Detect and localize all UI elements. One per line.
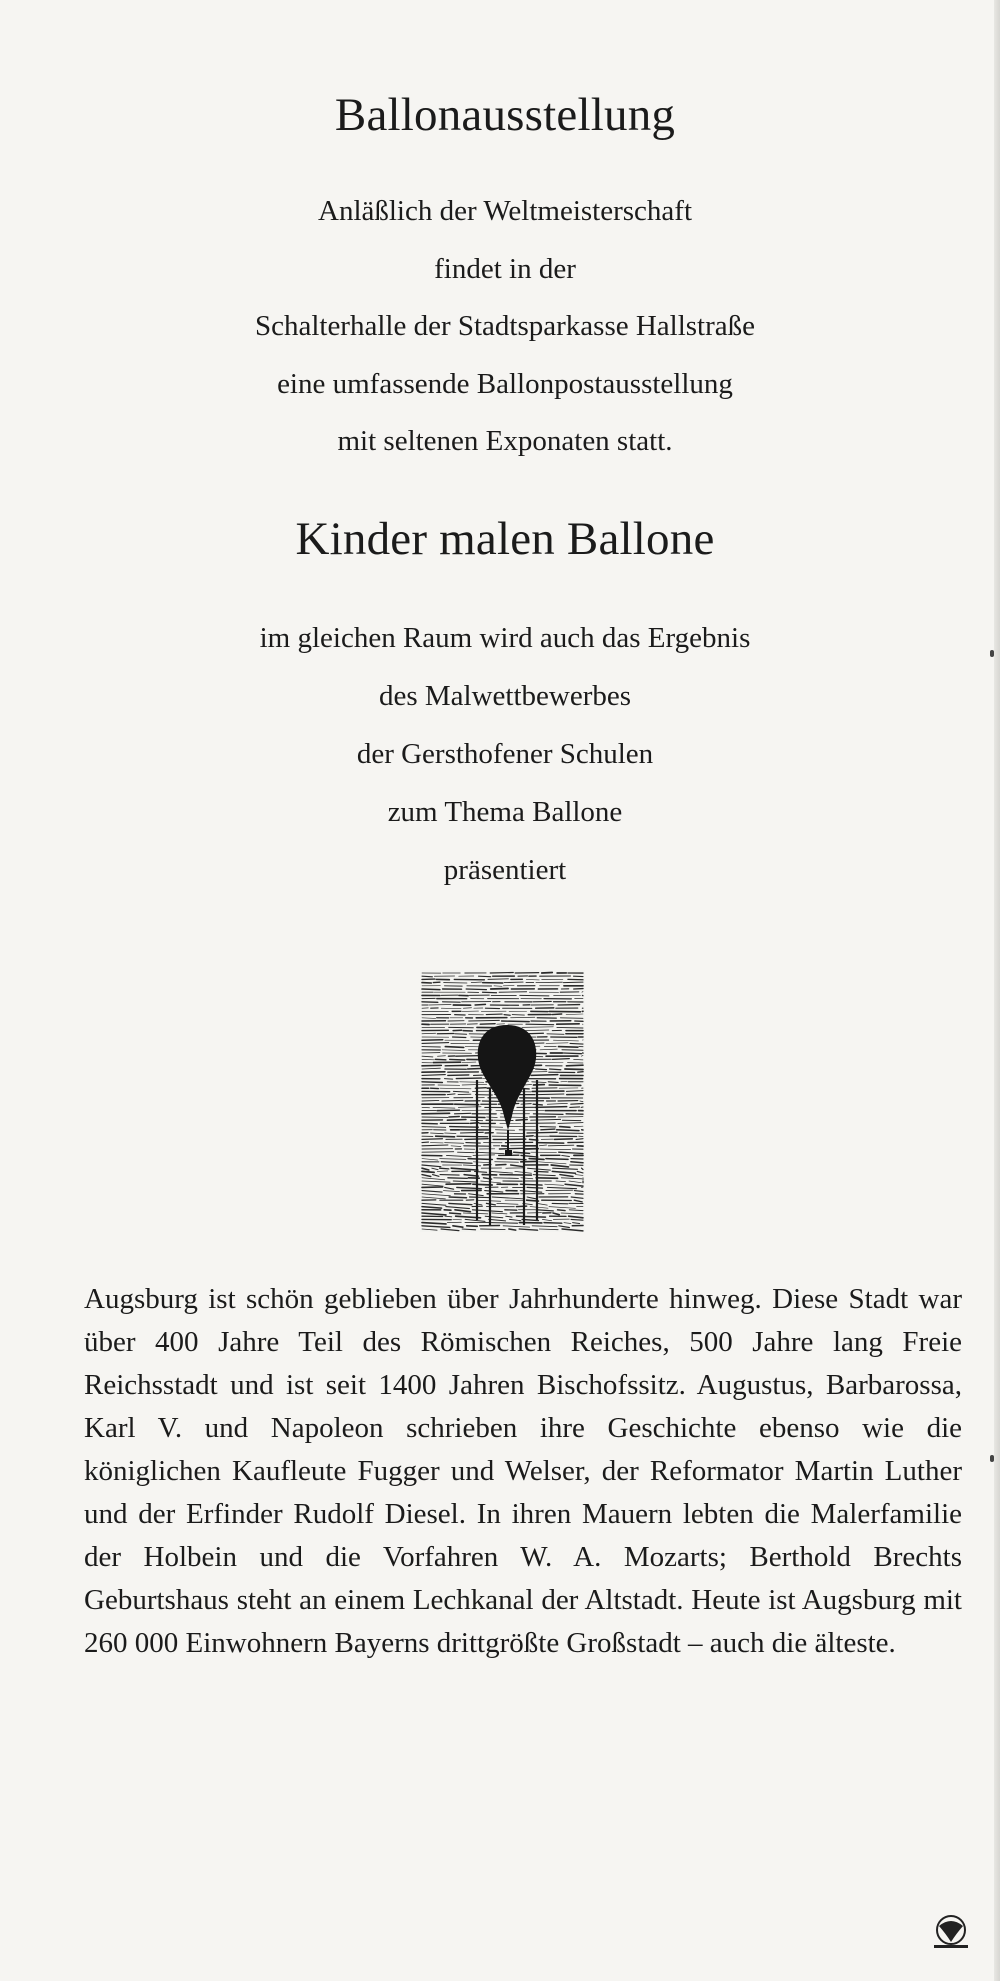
hatch-stroke xyxy=(460,1082,484,1083)
hatch-stroke xyxy=(562,1050,583,1051)
hatch-stroke xyxy=(578,1072,583,1073)
hatch-stroke xyxy=(441,1008,461,1009)
hatch-stroke xyxy=(521,1104,531,1105)
hatch-stroke xyxy=(456,1078,481,1079)
hatch-stroke xyxy=(450,1127,479,1128)
hatch-stroke xyxy=(422,1043,449,1044)
hatch-stroke xyxy=(564,1053,582,1054)
hatch-stroke xyxy=(535,1107,567,1108)
hatch-stroke xyxy=(559,1047,578,1048)
hatch-stroke xyxy=(468,1159,492,1160)
hatch-stroke xyxy=(422,989,440,990)
text-line: präsentiert xyxy=(443,854,567,886)
hatch-stroke xyxy=(455,1104,479,1105)
text-line: des Malwettbewerbes xyxy=(378,680,632,712)
hatch-stroke xyxy=(526,1136,533,1137)
text-line: Anläßlich der Weltmeisterschaft xyxy=(318,195,692,227)
hot-air-balloon-woodcut-icon xyxy=(420,970,585,1232)
hatch-stroke xyxy=(445,1133,456,1134)
hatch-stroke xyxy=(447,1120,466,1121)
hatch-stroke xyxy=(449,1117,459,1118)
hatch-stroke xyxy=(565,1069,583,1070)
hatch-stroke xyxy=(449,1197,466,1198)
hatch-stroke xyxy=(422,1142,429,1143)
hatch-stroke xyxy=(495,1130,514,1131)
hatch-stroke xyxy=(557,1130,579,1131)
exhibition-description xyxy=(0,183,1000,471)
hatch-stroke xyxy=(492,1223,518,1224)
augsburg-description-paragraph: Augsburg ist schön geblieben über Jahrhunderte hinweg. Diese Stadt war über 400 Jahre Teil des Römischen Reiches, 500 Jahre lang Freie Reichsstadt und ist seit 1400 Jahren Bischofssitz. Augustus, Barbarossa, Karl V. und Napoleon schrieben ihre Geschichte ebenso wie die königlichen Kaufleute Fugger und Welser, der Reformator Martin Luther und der Erfinder Rudolf Diesel. In ihren Mauern lebten die Malerfamilie der Holbein und die Vorfahren W. A. Mozarts; Berthold Brechts Geburtshaus steht an einem Lechkanal der Altstadt. Heute ist Augsburg mit 260 000 Einwohnern Bayerns drittgrößte Großstadt – auch die älteste. xyxy=(84,1283,962,1659)
text-line: zum Thema Ballone xyxy=(387,796,623,828)
hatch-stroke xyxy=(458,1152,475,1153)
hatch-stroke xyxy=(422,1171,434,1172)
hatch-stroke xyxy=(450,1059,465,1060)
hatch-stroke xyxy=(566,1065,583,1066)
text-line: im gleichen Raum wird auch das Ergebnis xyxy=(259,622,751,654)
hatch-stroke xyxy=(524,1085,531,1086)
hatch-stroke xyxy=(552,1059,569,1060)
hatch-stroke xyxy=(516,1120,527,1121)
exhibition-title: Ballonausstellung xyxy=(334,89,676,141)
hatch-stroke xyxy=(517,1216,546,1217)
hatch-stroke xyxy=(544,1223,562,1224)
hatch-stroke xyxy=(470,1197,489,1198)
hatch-stroke xyxy=(466,989,486,990)
hatch-stroke xyxy=(422,1139,442,1140)
hatch-stroke xyxy=(550,1069,561,1070)
hatch-stroke xyxy=(447,1094,455,1095)
hatch-stroke xyxy=(555,1139,573,1140)
hatch-stroke xyxy=(448,1075,469,1076)
hatch-stroke xyxy=(504,1015,510,1016)
hatch-stroke xyxy=(571,1162,583,1163)
text-line: der Gersthofener Schulen xyxy=(356,738,654,770)
hatch-stroke xyxy=(436,1136,455,1137)
archive-stamp xyxy=(928,1912,974,1962)
hatch-stroke xyxy=(570,1107,580,1108)
hatch-stroke xyxy=(479,976,491,977)
hatch-stroke xyxy=(526,1024,554,1025)
hatch-stroke xyxy=(445,1216,452,1217)
hatch-stroke xyxy=(486,1014,502,1015)
hatch-stroke xyxy=(499,1148,522,1149)
hatch-stroke xyxy=(488,979,508,980)
hatch-stroke xyxy=(455,1113,471,1114)
hatch-stroke xyxy=(576,1139,583,1140)
hatch-stroke xyxy=(509,1229,516,1230)
hatch-stroke xyxy=(537,1094,564,1095)
hatch-stroke xyxy=(448,1178,467,1179)
hatch-stroke xyxy=(537,1143,564,1144)
hatch-stroke xyxy=(570,1043,583,1044)
hatch-stroke xyxy=(440,1168,449,1169)
hatch-stroke xyxy=(422,1075,445,1076)
hatch-stroke xyxy=(542,973,553,974)
hatch-stroke xyxy=(560,1018,583,1019)
hatch-stroke xyxy=(422,1082,442,1083)
hatch-stroke xyxy=(512,1015,524,1016)
hatch-stroke xyxy=(445,1047,463,1048)
hatch-stroke xyxy=(450,1213,461,1214)
hatch-stroke xyxy=(467,1226,478,1227)
hatch-stroke xyxy=(457,1136,488,1137)
hatch-stroke xyxy=(440,1175,459,1176)
hatch-stroke xyxy=(496,1165,506,1166)
hatch-stroke xyxy=(469,1020,500,1021)
text-line: Schalterhalle der Stadtsparkasse Hallstraße xyxy=(254,310,756,342)
hatch-stroke xyxy=(453,1091,468,1092)
hatch-stroke xyxy=(557,1027,583,1028)
edge-mark xyxy=(990,1455,994,1462)
text-line: eine umfassende Ballonpostausstellung xyxy=(277,367,733,400)
hatch-stroke xyxy=(490,973,513,974)
hatch-stroke xyxy=(558,1210,566,1211)
hatch-stroke xyxy=(422,1100,439,1101)
hatch-stroke xyxy=(546,1159,568,1160)
hatch-stroke xyxy=(422,1152,454,1153)
hatch-stroke xyxy=(548,1145,574,1146)
hatch-stroke xyxy=(527,1132,557,1133)
hatch-stroke xyxy=(468,1069,481,1070)
hatch-stroke xyxy=(541,1129,555,1130)
hatch-stroke xyxy=(571,1104,583,1105)
hatch-stroke xyxy=(462,1117,485,1118)
hatch-stroke xyxy=(445,1079,453,1080)
hatch-stroke xyxy=(494,1178,519,1179)
kids-section-description xyxy=(0,609,1000,899)
hatch-stroke xyxy=(536,1178,558,1179)
hatch-stroke xyxy=(536,1069,547,1070)
text-line: mit seltenen Exponaten statt. xyxy=(337,425,673,457)
hatch-stroke xyxy=(502,1021,530,1022)
hatch-stroke xyxy=(547,1034,564,1035)
hatch-stroke xyxy=(422,1113,450,1114)
hatch-stroke xyxy=(422,1040,443,1041)
hatch-stroke xyxy=(552,1014,562,1015)
hatch-stroke xyxy=(483,992,497,993)
hatch-stroke xyxy=(491,989,508,990)
hatch-stroke xyxy=(481,1229,506,1230)
hatch-stroke xyxy=(466,1143,480,1144)
hatch-stroke xyxy=(475,1004,485,1005)
hatch-stroke xyxy=(504,982,523,983)
hatch-stroke xyxy=(453,1037,466,1038)
hatch-stroke xyxy=(455,1034,467,1035)
hatch-stroke xyxy=(461,1132,484,1133)
hatch-stroke xyxy=(548,1082,558,1083)
hatch-stroke xyxy=(442,1100,463,1101)
hatch-stroke xyxy=(422,1002,438,1003)
hatch-stroke xyxy=(422,976,432,977)
text-line: findet in der xyxy=(434,252,576,285)
hatch-stroke xyxy=(422,1033,436,1034)
hatch-stroke xyxy=(429,1005,451,1006)
hatch-stroke xyxy=(560,1127,570,1128)
hatch-stroke xyxy=(527,1187,542,1188)
hatch-stroke xyxy=(520,995,549,996)
hatch-stroke xyxy=(500,1175,532,1176)
globe-logo-icon xyxy=(928,1912,974,1952)
kids-section-title: Kinder malen Ballone xyxy=(295,513,715,565)
hatch-stroke xyxy=(563,982,583,983)
hatch-stroke xyxy=(422,1187,443,1188)
hatch-stroke xyxy=(531,1075,558,1076)
